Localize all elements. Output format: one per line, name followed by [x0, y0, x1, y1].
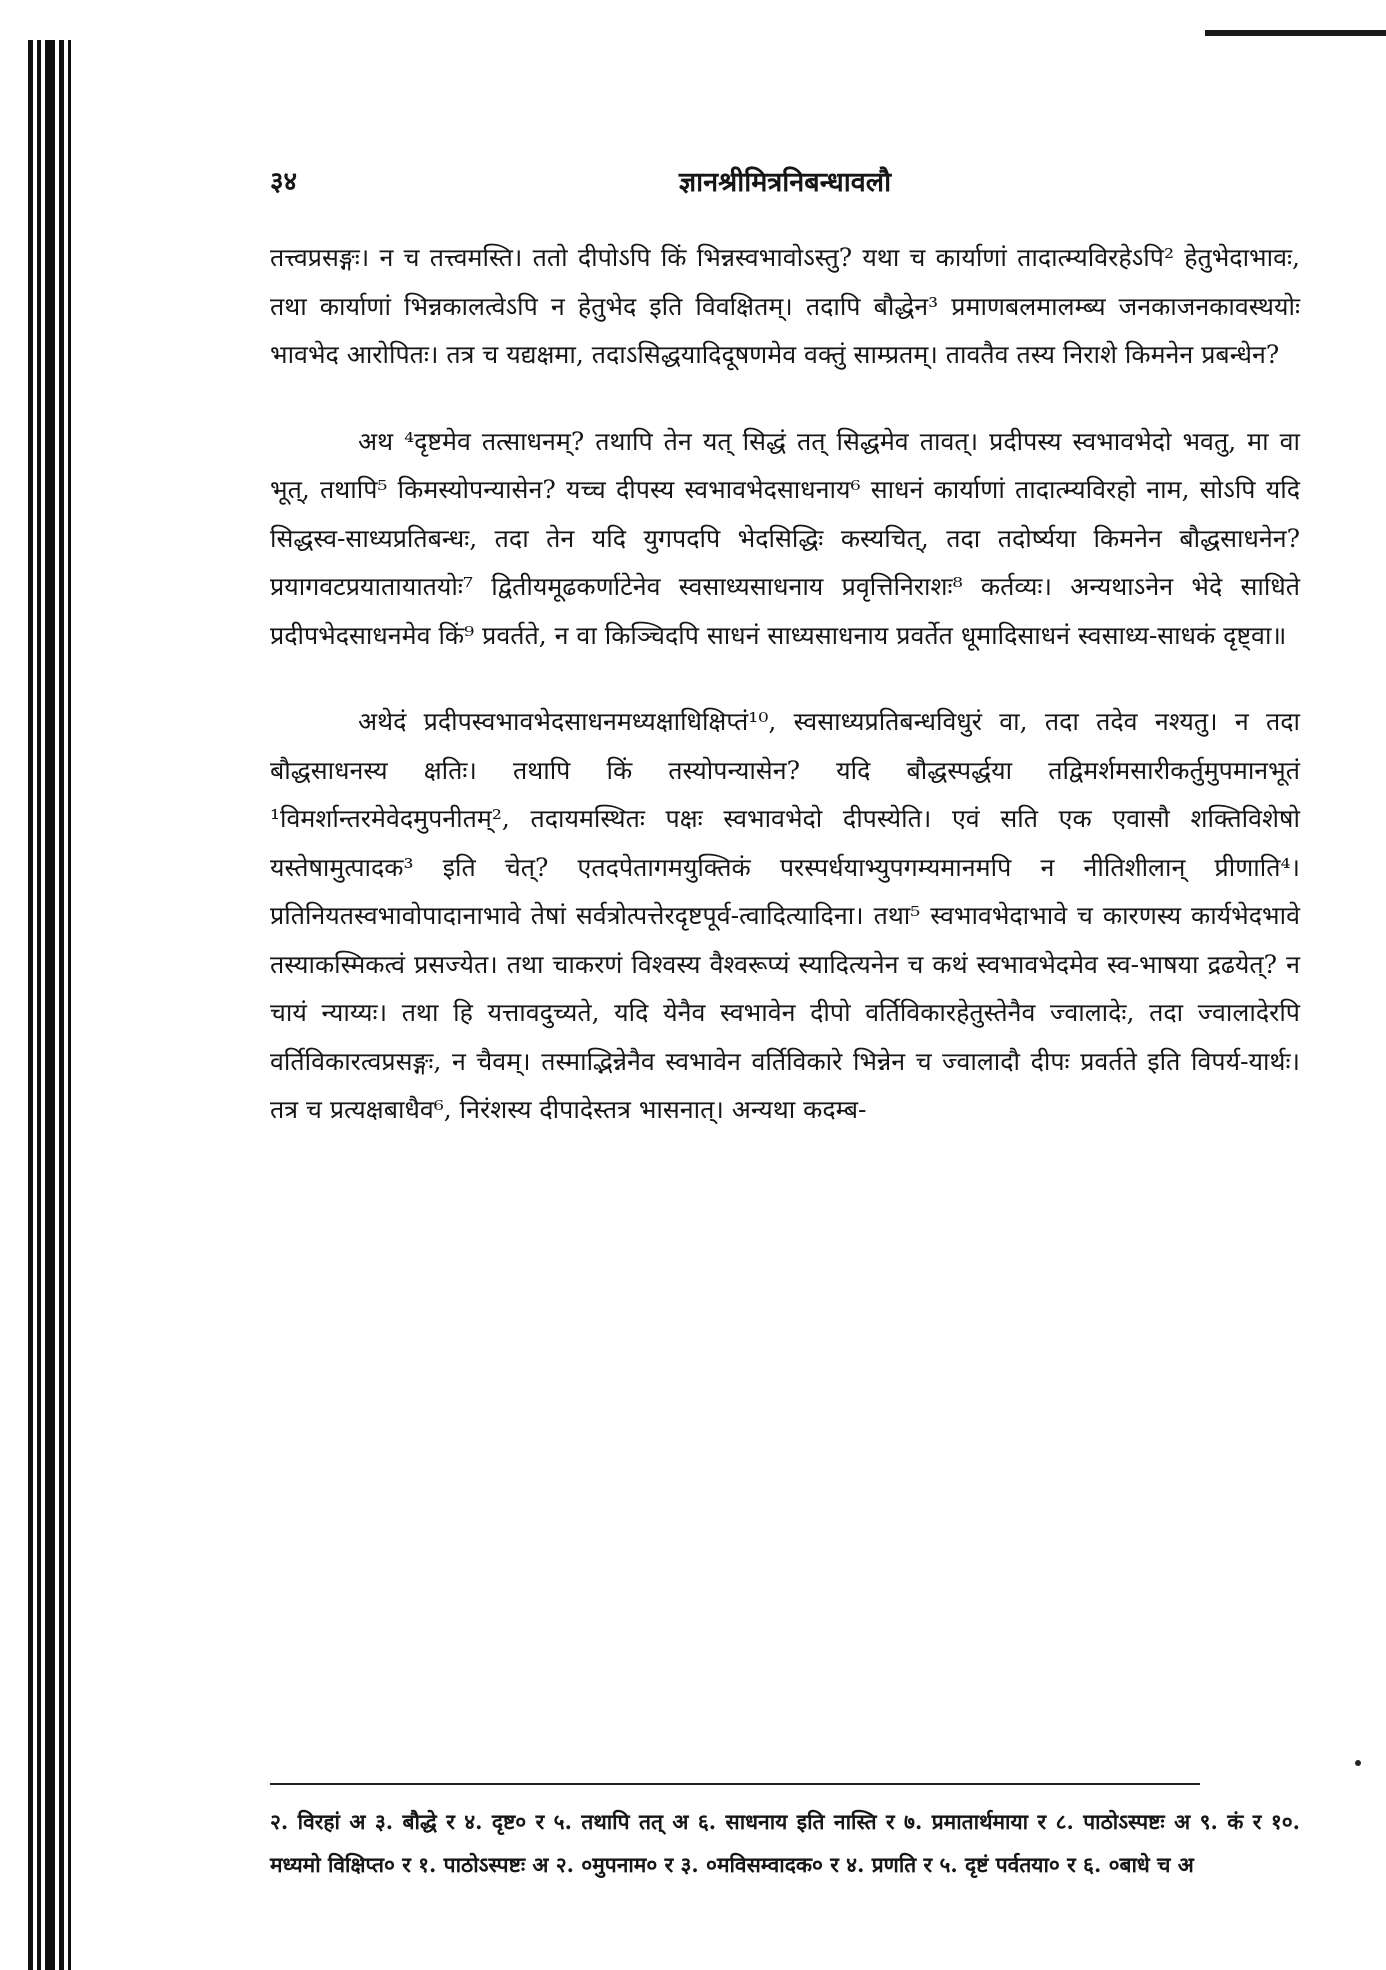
running-head [270, 162, 1300, 202]
page-number: ३४ [270, 167, 298, 197]
footnotes: २. विरहां अ ३. बौद्धे र ४. दृष्ट० र ५. तथापि तत् अ ६. साधनाय इति नास्ति र ७. प्रमातार्थमाया र ८. पाठोऽस्पष्टः अ ९. कं र १०. मध्यमो विक्षिप्त० र १. पाठोऽस्पष्टः अ २. ०मुपनाम० र ३. ०मविसम्वादक० र ४. प्रणति र ५. दृष्टं पर्वतया० र ६. ०बाधे च अ [270, 1809, 1300, 1877]
paragraph-2: अथ ⁴दृष्टमेव तत्साधनम्? तथापि तेन यत् सिद्धं तत् सिद्धमेव तावत्। प्रदीपस्य स्वभावभेदो भवतु, मा वा भूत्, तथापि⁵ किमस्योपन्यासेन? यच्च दीपस्य स्वभावभेदसाधनाय⁶ साधनं कार्याणां तादात्म्यविरहो नाम, सोऽपि यदि सिद्धस्व-साध्यप्रतिबन्धः, तदा तेन यदि युगपदपि भेदसिद्धिः कस्यचित्, तदा तदोर्ष्यया किमनेन बौद्धसाधनेन? प्रयागवटप्रयातायातयोः⁷ द्वितीयमूढकर्णाटेनेव स्वसाध्यसाधनाय प्रवृत्तिनिराशः⁸ कर्तव्यः। अन्यथाऽनेन भेदे साधिते प्रदीपभेदसाधनमेव किं⁹ प्रवर्तते, न वा किञ्चिदपि साधनं साध्यसाधनाय प्रवर्तेत धूमादिसाधनं स्वसाध्य-साधकं दृष्ट्वा॥ [270, 426, 1300, 650]
body-text [270, 234, 1300, 1135]
scan-speck [1355, 1760, 1361, 1766]
paragraph-3: अथेदं प्रदीपस्वभावभेदसाधनमध्यक्षाधिक्षिप्तं¹⁰, स्वसाध्यप्रतिबन्धविधुरं वा, तदा तदेव नश्यतु। न तदा बौद्धसाधनस्य क्षतिः। तथापि किं तस्योपन्यासेन? यदि बौद्धस्पर्द्धया तद्विमर्शमसारीकर्तुमुपमानभूतं ¹विमर्शान्तरमेवेदमुपनीतम्², तदायमस्थितः पक्षः स्वभावभेदो दीपस्येति। एवं सति एक एवासौ शक्तिविशेषो यस्तेषामुत्पादक³ इति चेत्? एतदपेतागमयुक्तिकं परस्पर्धयाभ्युपगम्यमानमपि न नीतिशीलान् प्रीणाति⁴। प्रतिनियतस्वभावोपादानाभावे तेषां सर्वत्रोत्पत्तेरदृष्टपूर्व-त्वादित्यादिना। तथा⁵ स्वभावभेदाभावे च कारणस्य कार्यभेदभावे तस्याकस्मिकत्वं प्रसज्येत। तथा चाकरणं विश्वस्य वैश्वरूप्यं स्यादित्यनेन च कथं स्वभावभेदमेव स्व-भाषया द्रढयेत्? न चायं न्याय्यः। तथा हि यत्तावदुच्यते, यदि येनैव स्वभावेन दीपो वर्तिविकारहेतुस्तेनैव ज्वालादेः, तदा ज्वालादेरपि वर्तिविकारत्वप्रसङ्गः, न चैवम्। तस्माद्भिन्नेनैव स्वभावेन वर्तिविकारे भिन्नेन च ज्वालादौ दीपः प्रवर्तते इति विपर्य-यार्थः। तत्र च प्रत्यक्षबाधैव⁶, निरंशस्य दीपादेस्तत्र भासनात्। अन्यथा कदम्ब- [270, 707, 1300, 1124]
paragraph-1: तत्त्वप्रसङ्गः। न च तत्त्वमस्ति। ततो दीपोऽपि किं भिन्नस्वभावोऽस्तु? यथा च कार्याणां तादात्म्यविरहेऽपि² हेतुभेदाभावः, तथा कार्याणां भिन्नकालत्वेऽपि न हेतुभेद इति विवक्षितम्। तदापि बौद्धेन³ प्रमाणबलमालम्ब्य जनकाजनकावस्थयोः भावभेद आरोपितः। तत्र च यद्यक्षमा, तदाऽसिद्धयादिदूषणमेव वक्तुं साम्प्रतम्। तावतैव तस्य निराशे किमनेन प्रबन्धेन? [270, 243, 1300, 369]
footnote-divider [270, 1783, 1200, 1785]
page-title: ज्ञानश्रीमित्रनिबन्धावलौ [678, 167, 892, 198]
top-edge-rule [1205, 30, 1386, 36]
binding-edge [28, 40, 74, 1970]
